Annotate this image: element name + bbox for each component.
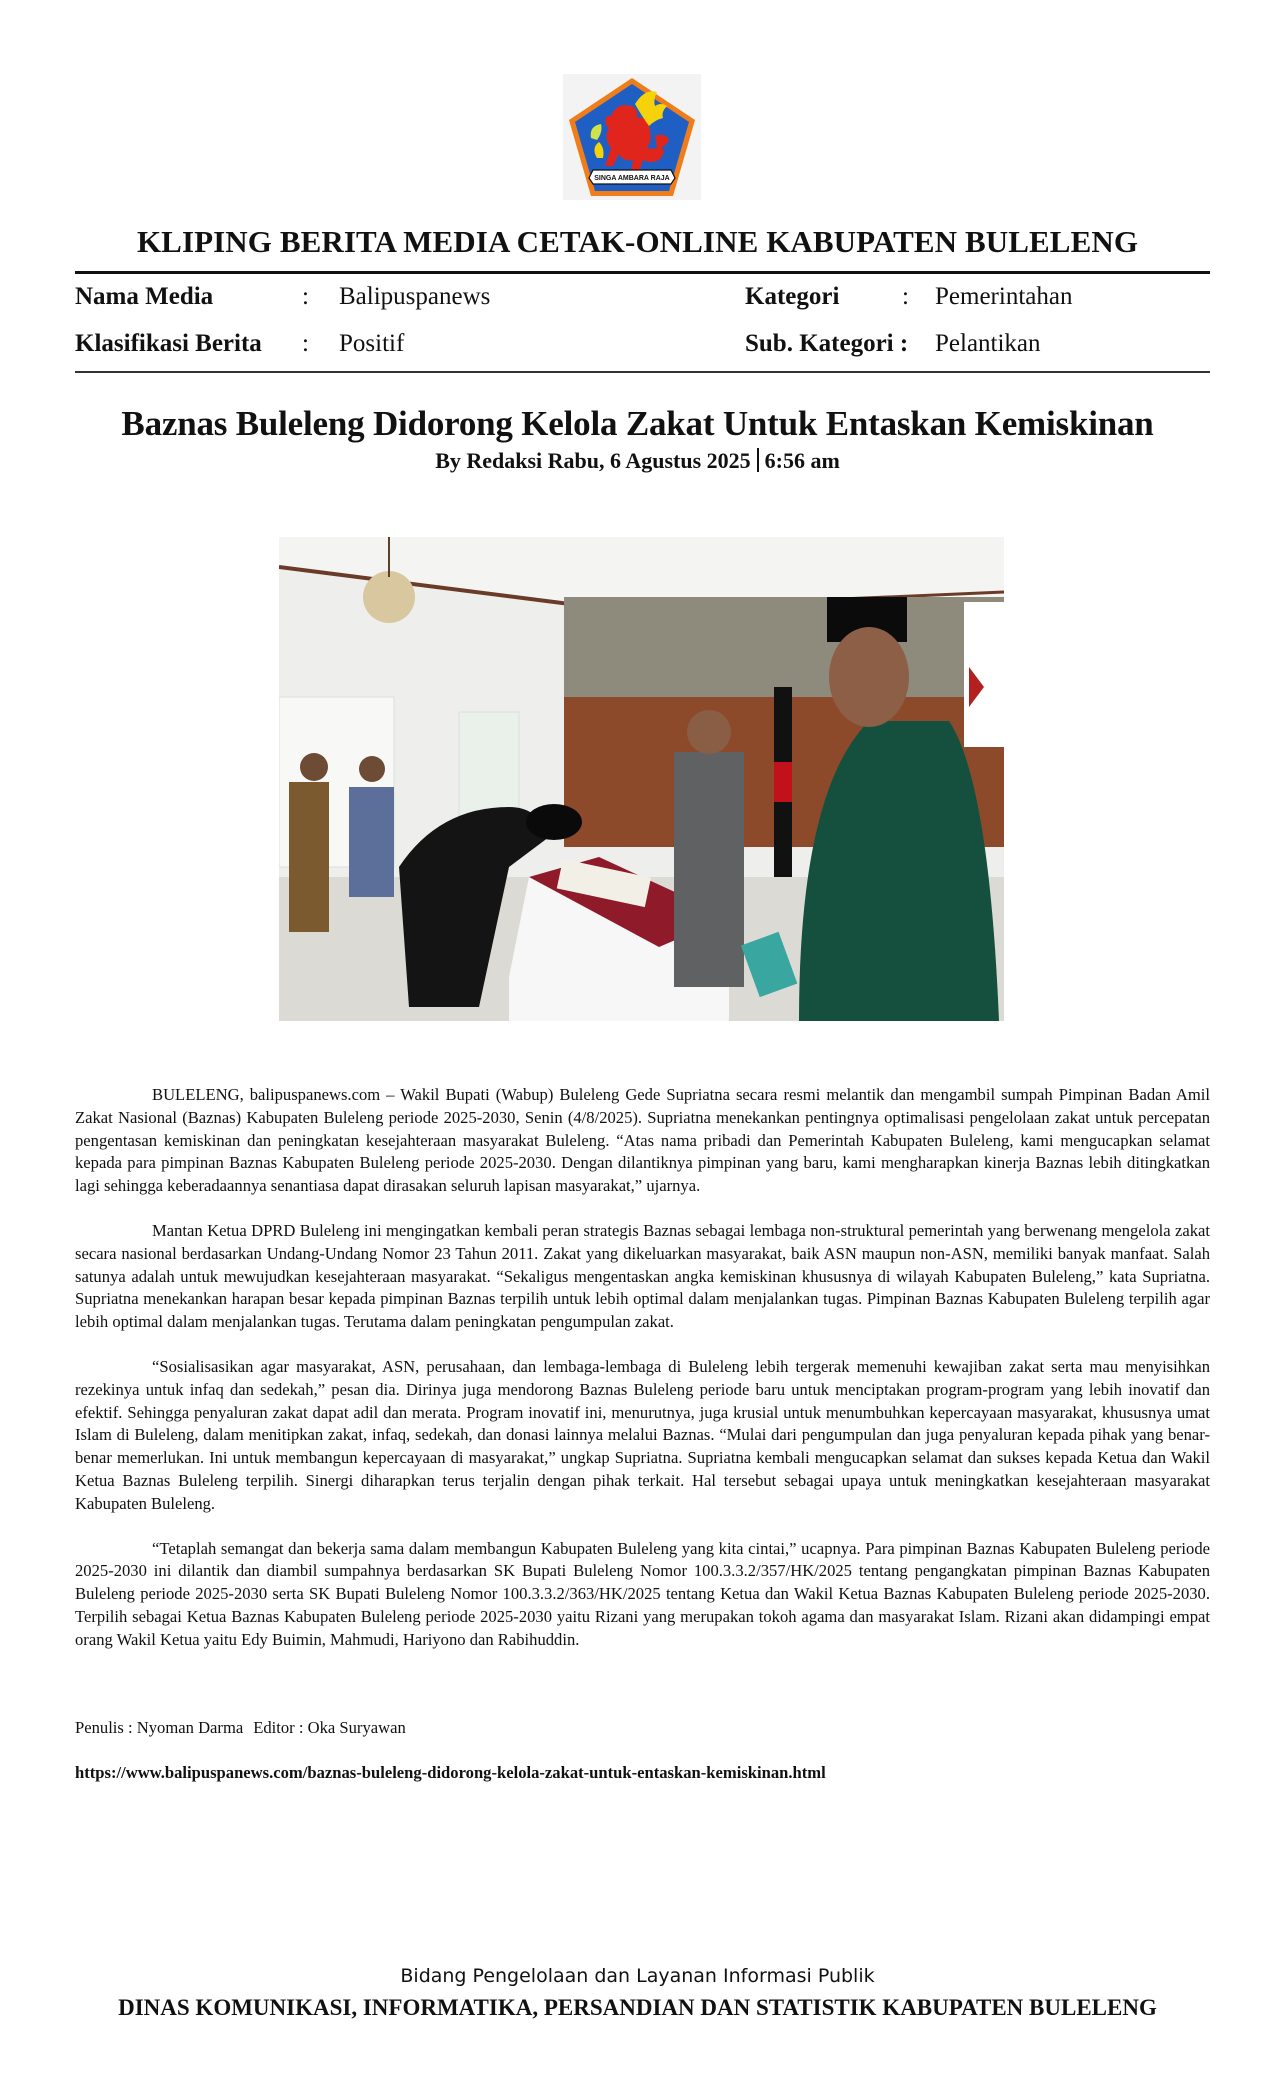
meta-kategori-row [745, 282, 1073, 312]
meta-separator: : [302, 330, 309, 357]
meta-media-value: Balipuspanews [339, 283, 491, 310]
meta-kategori-value: Pemerintahan [935, 283, 1073, 310]
byline-separator [757, 448, 759, 472]
article-byline [0, 448, 1275, 474]
article-credits [75, 1718, 406, 1738]
meta-sub-kategori-label: Sub. Kategori : [745, 330, 909, 357]
signing-ceremony-photo [279, 537, 1004, 1021]
footer-division: Bidang Pengelolaan dan Layanan Informasi Publik [400, 1965, 875, 1987]
meta-separator: : [302, 283, 309, 310]
meta-klasifikasi-label: Klasifikasi Berita [75, 330, 262, 357]
meta-sub-kategori-value: Pelantikan [935, 330, 1041, 357]
footer-agency: DINAS KOMUNIKASI, INFORMATIKA, PERSANDIAN DAN STATISTIK KABUPATEN BULELENG [118, 1995, 1157, 2020]
source-url-link[interactable]: https://www.balipuspanews.com/baznas-buleleng-didorong-kelola-zakat-untuk-entaskan-kemiskinan.html [75, 1763, 826, 1782]
credit-editor: Editor : Oka Suryawan [253, 1718, 406, 1737]
meta-kategori-label: Kategori [745, 283, 840, 310]
header-divider-bottom [75, 371, 1210, 373]
meta-media-label: Nama Media [75, 283, 214, 310]
meta-media-row [75, 282, 491, 312]
byline-author-date: By Redaksi Rabu, 6 Agustus 2025 [435, 448, 751, 473]
meta-klasifikasi-value: Positif [339, 330, 405, 357]
kabupaten-buleleng-logo [563, 74, 701, 200]
header-divider-top [75, 271, 1210, 274]
logo-motto: SINGA AMBARA RAJA [594, 175, 670, 182]
meta-klasifikasi-row [75, 329, 405, 359]
article-paragraph: Mantan Ketua DPRD Buleleng ini mengingatkan kembali peran strategis Baznas sebagai lembaga non-struktural pemerintah yang berwenang mengelola zakat secara nasional berdasarkan Undang-Undang Nomor 23 Tahun 2011. Zakat yang dikeluarkan masyarakat, baik ASN maupun non-ASN, memiliki banyak manfaat. Salah satunya adalah untuk mewujudkan kesejahteraan masyarakat. “Sekaligus mengentaskan angka kemiskinan khususnya di wilayah Kabupaten Buleleng,” kata Supriatna. Supriatna menekankan harapan besar kepada pimpinan Baznas terpilih untuk lebih optimal dalam menjalankan tugas. Pimpinan Baznas Kabupaten Buleleng terpilih agar lebih optimal dalam menjalankan tugas. Terutama dalam peningkatan pengumpulan zakat. [75, 1220, 1210, 1332]
article-paragraph: “Sosialisasikan agar masyarakat, ASN, perusahaan, dan lembaga-lembaga di Buleleng lebih tergerak memenuhi kewajiban zakat serta mau menyisihkan rezekinya untuk infaq dan sedekah,” pesan dia. Dirinya juga mendorong Baznas Buleleng periode baru untuk menciptakan program-program yang lebih inovatif dan efektif. Sehingga penyaluran zakat dapat adil dan merata. Program inovatif ini, menurutnya, juga krusial untuk menumbuhkan kepercayaan masyarakat, khususnya umat Islam di Buleleng, dalam menitipkan zakat, infaq, sedekah, dan donasi lainnya melalui Baznas. “Mulai dari pengumpulan dan juga penyaluran kepada pihak yang benar-benar memerlukan. Ini untuk membangun kepercayaan di masyarakat,” ungkap Supriatna. Supriatna kembali mengucapkan selamat dan sukses kepada Ketua dan Wakil Ketua Baznas Buleleng terpilih. Sinergi diharapkan terus terjalin dengan pihak terkait. Hal tersebut sebagai upaya untuk meningkatkan kesejahteraan masyarakat Kabupaten Buleleng. [75, 1356, 1210, 1513]
article-photo [279, 537, 1004, 1021]
article-headline: Baznas Buleleng Didorong Kelola Zakat Untuk Entaskan Kemiskinan [121, 404, 1154, 443]
article-paragraph: BULELENG, balipuspanews.com – Wakil Bupati (Wabup) Buleleng Gede Supriatna secara resmi melantik dan mengambil sumpah Pimpinan Badan Amil Zakat Nasional (Baznas) Kabupaten Buleleng periode 2025-2030, Senin (4/8/2025). Supriatna menekankan pentingnya optimalisasi pengelolaan zakat untuk percepatan pengentasan kemiskinan dan peningkatan kesejahteraan masyarakat Buleleng. “Atas nama pribadi dan Pemerintah Kabupaten Buleleng, kami mengucapkan selamat kepada para pimpinan Baznas Kabupaten Buleleng periode 2025-2030. Dengan dilantiknya pimpinan yang baru, kami mengharapkan kinerja Baznas lebih ditingkatkan lagi sehingga keberadaannya senantiasa dapat dirasakan seluruh lapisan masyarakat,” ujarnya. [75, 1085, 1210, 1196]
article-body [75, 1084, 1210, 1674]
meta-sub-kategori-row [745, 329, 1041, 359]
document-title: KLIPING BERITA MEDIA CETAK-ONLINE KABUPATEN BULELENG [136, 224, 1139, 259]
credit-penulis: Penulis : Nyoman Darma [75, 1718, 244, 1737]
article-paragraph: “Tetaplah semangat dan bekerja sama dalam membangun Kabupaten Buleleng yang kita cintai,” ucapnya. Para pimpinan Baznas Kabupaten Buleleng periode 2025-2030 ini dilantik dan diambil sumpahnya berdasarkan SK Bupati Buleleng Nomor 100.3.3.2/357/HK/2025 tentang pengangkatan pimpinan Baznas Kabupaten Buleleng periode 2025-2030 serta SK Bupati Buleleng Nomor 100.3.3.2/363/HK/2025 tentang Ketua dan Wakil Ketua Baznas Kabupaten Buleleng periode 2025-2030. Terpilih sebagai Ketua Baznas Kabupaten Buleleng periode 2025-2030 yaitu Rizani yang merupakan tokoh agama dan masyarakat Islam. Rizani akan didampingi empat orang Wakil Ketua yaitu Edy Buimin, Mahmudi, Hariyono dan Rabihuddin. [75, 1538, 1210, 1649]
meta-separator: : [902, 283, 909, 310]
byline-time: 6:56 am [764, 448, 840, 473]
